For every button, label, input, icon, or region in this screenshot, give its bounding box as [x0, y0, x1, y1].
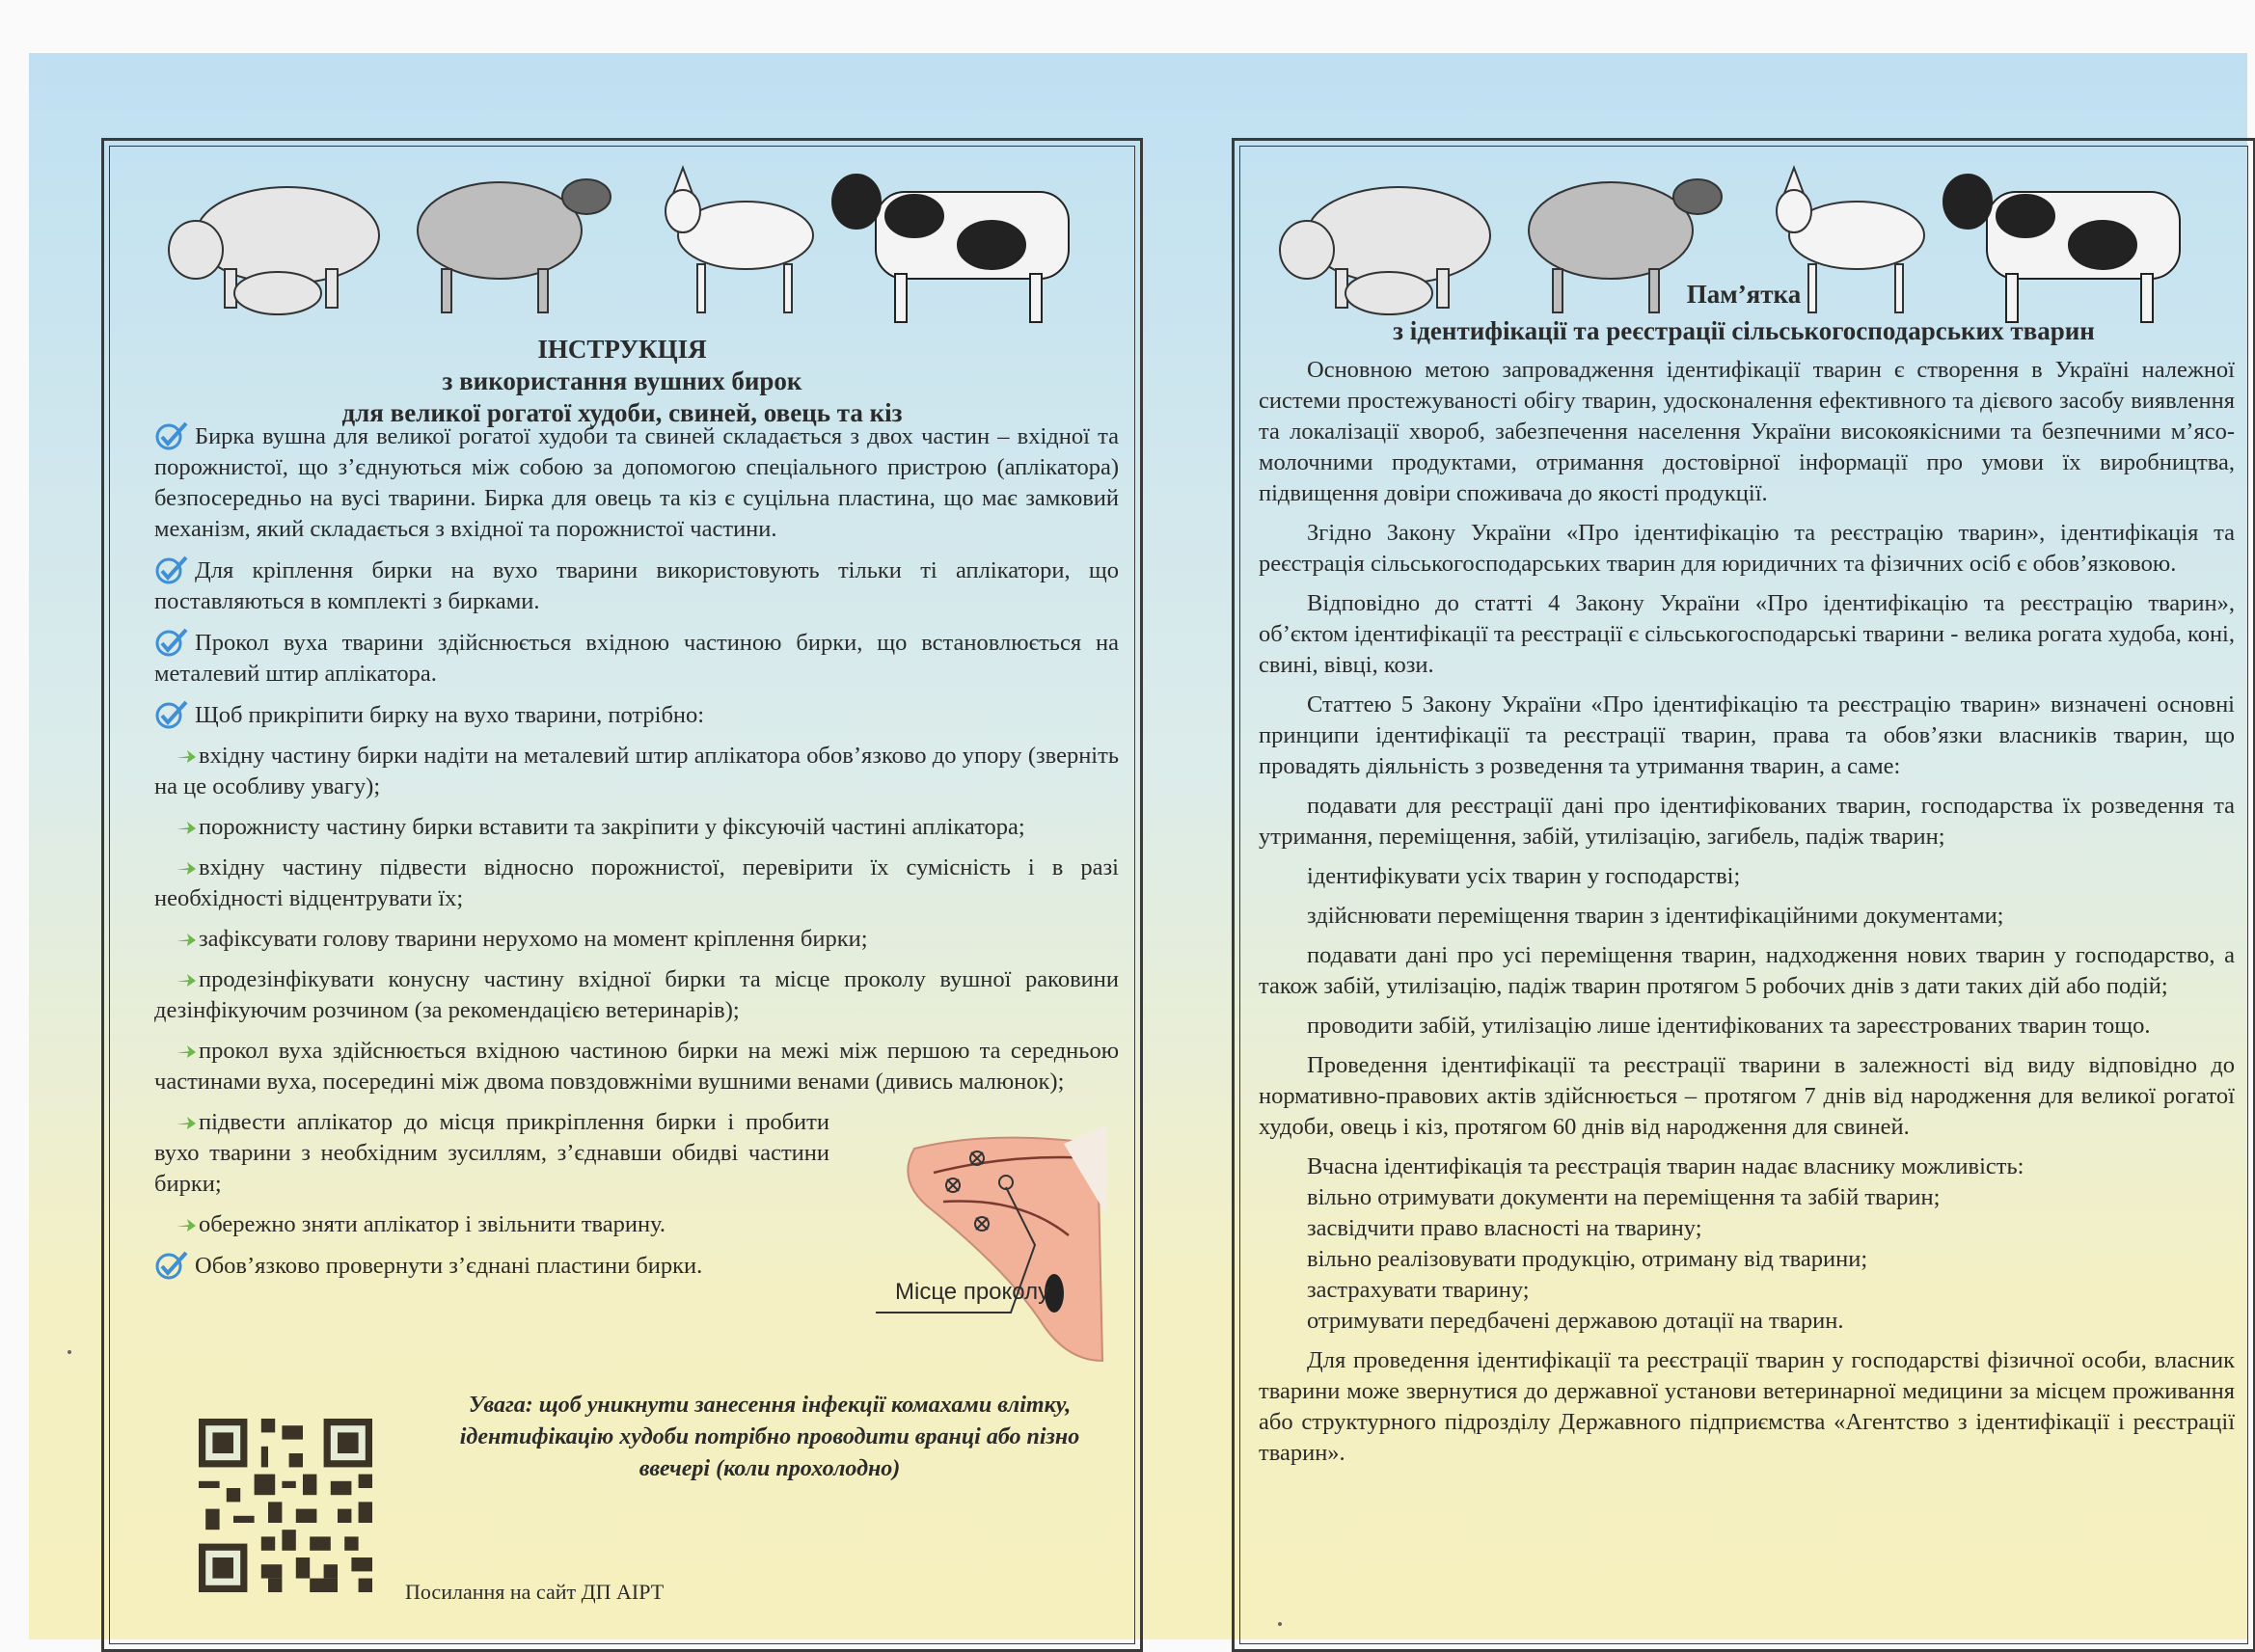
figure-label: Місце проколу	[895, 1279, 1050, 1305]
title: ІНСТРУКЦІЯ	[537, 335, 707, 364]
memo-body	[1259, 355, 2235, 1477]
step-item: продезінфікувати конусну частину вхідної бирки та місце проколу вушної раковини дезінфікуючим розчином (за рекомендацією ветеринарів);	[154, 966, 1119, 1023]
subtitle-line-2: для великої рогатої худоби, свиней, овець та кіз	[341, 398, 903, 427]
duty-item: подавати для реєстрації дані про ідентифікованих тварин, господарства їх розведення та утримання, переміщення, забій, утилізацію, загибель, падіж тварин;	[1259, 793, 2235, 850]
duty-item: подавати дані про усі переміщення тварин, надходження нових тварин у господарство, а також забій, утилізацію, падіж тварин протягом 5 робочих днів з дати таких дій або подій;	[1259, 942, 2235, 999]
arrow-icon	[176, 1217, 197, 1232]
step-item: прокол вуха здійснюється вхідною частиною бирки на межі між першою та середньою частинами вуха, посередині між двома повздовжніми вушними венами (дивись малюнок);	[154, 1038, 1119, 1095]
speck	[1278, 1622, 1282, 1626]
step-item: вхідну частину бирки надіти на металевий штир аплікатора обов’язково до упору (зверніть на це особливу увагу);	[154, 743, 1119, 799]
benefit-item: застрахувати тварину;	[1307, 1277, 1530, 1303]
duty-item: ідентифікувати усіх тварин у господарстві;	[1307, 863, 1741, 889]
checkmark-icon	[154, 699, 189, 730]
brochure-sheet	[29, 53, 2247, 1639]
instruction-item: Бирка вушна для великої рогатої худоби та свиней складається з двох частин – вхідної та порожнистої, що з’єднуються між собою за допомогою спеціального пристрою (аплікатора) безпосередньо на вусі тварини. Бирка для овець та кіз є суцільна пластина, що має замковий механізм, який складається з вхідної та порожнистої частини.	[154, 420, 1119, 545]
closing-paragraph: Для проведення ідентифікації та реєстрації тварин у господарстві фізичної особи, власник тварини може звернутися до державної установи ветеринарної медицини за місцем проживання або структурного підрозділу Державного підприємства «Агентство з ідентифікації і реєстрації тварин».	[1259, 1347, 2235, 1466]
step-item: обережно зняти аплікатор і звільнити тварину.	[154, 1209, 829, 1240]
paragraph: Проведення ідентифікації та реєстрації тварини в залежності від виду відповідно до нормативно-правових актів здійснюється – протягом 7 днів від народження для великої рогатої худоби, овець і кіз, протягом 60 днів від народження для свиней.	[1259, 1052, 2235, 1140]
arrow-icon	[176, 932, 197, 947]
checkmark-icon	[154, 420, 189, 451]
arrow-icon	[176, 748, 197, 764]
step-item: зафіксувати голову тварини нерухомо на момент кріплення бирки;	[154, 924, 1119, 955]
instruction-title	[104, 334, 1140, 429]
benefits-intro: Вчасна ідентифікація та реєстрація тварин надає власнику можливість:	[1307, 1153, 2024, 1179]
arrow-icon	[176, 972, 197, 988]
farm-animals-illustration	[143, 158, 1107, 341]
instruction-item: Для кріплення бирки на вухо тварини використовують тільки ті аплікатори, що поставляються в комплекті з бирками.	[154, 555, 1119, 617]
benefit-item: отримувати передбачені державою дотації на тварин.	[1307, 1308, 1844, 1334]
sheep-icon	[418, 179, 611, 312]
cow-icon	[832, 175, 1069, 322]
instruction-item: Щоб прикріпити бирку на вухо тварини, потрібно:	[154, 699, 1119, 731]
arrow-icon	[176, 1115, 197, 1130]
benefit-item: вільно реалізовувати продукцію, отриману від тварини;	[1307, 1246, 1868, 1272]
instruction-panel	[101, 138, 1143, 1652]
arrow-icon	[176, 820, 197, 835]
step-item: вхідну частину підвести відносно порожнистої, перевірити їх сумісність і в разі необхідності відцентрувати їх;	[154, 854, 1119, 911]
final-instruction-item: Обов’язково провернути з’єднані пластини бирки.	[154, 1250, 829, 1282]
arrow-icon	[176, 860, 197, 876]
duty-item: проводити забій, утилізацію лише ідентифікованих та зареєстрованих тварин тощо.	[1307, 1013, 2151, 1039]
ear-puncture-figure	[876, 1120, 1112, 1370]
memo-panel	[1232, 138, 2255, 1652]
duty-item: здійснювати переміщення тварин з ідентифікаційними документами;	[1307, 903, 2004, 929]
title: Пам’ятка	[1686, 280, 1802, 309]
paragraph: Відповідно до статті 4 Закону України «Про ідентифікацію та реєстрацію тварин», об’єктом ідентифікації та реєстрації є сільськогосподарські тварини - велика рогата худоба, коні, свині, вівці, кози.	[1259, 590, 2235, 678]
benefit-item: вільно отримувати документи на переміщення та забій тварин;	[1307, 1184, 1941, 1210]
subtitle-line-1: з використання вушних бирок	[442, 366, 802, 395]
subtitle: з ідентифікації та реєстрації сільськогосподарських тварин	[1393, 316, 2095, 345]
paragraph: Статтею 5 Закону України «Про ідентифікацію та реєстрацію тварин» визначені основні принципи ідентифікації та реєстрації тварин, права та обов’язки власників тварин, що провадять діяльність з розведення та утримання тварин, а саме:	[1259, 691, 2235, 779]
paragraph: Згідно Закону України «Про ідентифікацію та реєстрацію тварин», ідентифікація та реєстрація сільськогосподарських тварин для юридичних та фізичних осіб є обов’язковою.	[1259, 520, 2235, 577]
step-item: порожнисту частину бирки вставити та закріпити у фіксуючій частині аплікатора;	[154, 812, 1119, 843]
benefit-item: засвідчити право власності на тварину;	[1307, 1215, 1702, 1241]
warning-note: Увага: щоб уникнути занесення інфекції комахами влітку, ідентифікацію худоби потрібно проводити вранці або пізно ввечері (коли прохолодно)	[459, 1393, 1080, 1481]
step-item: підвести аплікатор до місця прикріплення бирки і пробити вухо тварини з необхідним зусиллям, з’єднавши обидві частини бирки;	[154, 1109, 829, 1197]
checkmark-icon	[154, 555, 189, 585]
qr-code-caption: Посилання на сайт ДП АІРТ	[405, 1580, 665, 1604]
goat-icon	[666, 168, 813, 312]
arrow-icon	[176, 1043, 197, 1059]
qr-code-icon[interactable]	[199, 1419, 372, 1592]
checkmark-icon	[154, 627, 189, 658]
memo-title	[1235, 276, 2253, 349]
paragraph: Основною метою запровадження ідентифікації тварин є створення в Україні належної системи простежуваності обігу тварин, удосконалення ефективного та дієвого засобу виявлення та локалізації хвороб, забезпечення населення України високоякісними та безпечними м’ясо-молочними продуктами, отримання достовірної інформації про умови їх виробництва, підвищення довіри споживача до якості продукції.	[1259, 357, 2235, 506]
checkmark-icon	[154, 1250, 189, 1281]
instruction-item: Прокол вуха тварини здійснюється вхідною частиною бирки, що встановлюється на металевий штир аплікатора.	[154, 627, 1119, 690]
speck	[68, 1350, 71, 1354]
pig-icon	[169, 187, 379, 314]
